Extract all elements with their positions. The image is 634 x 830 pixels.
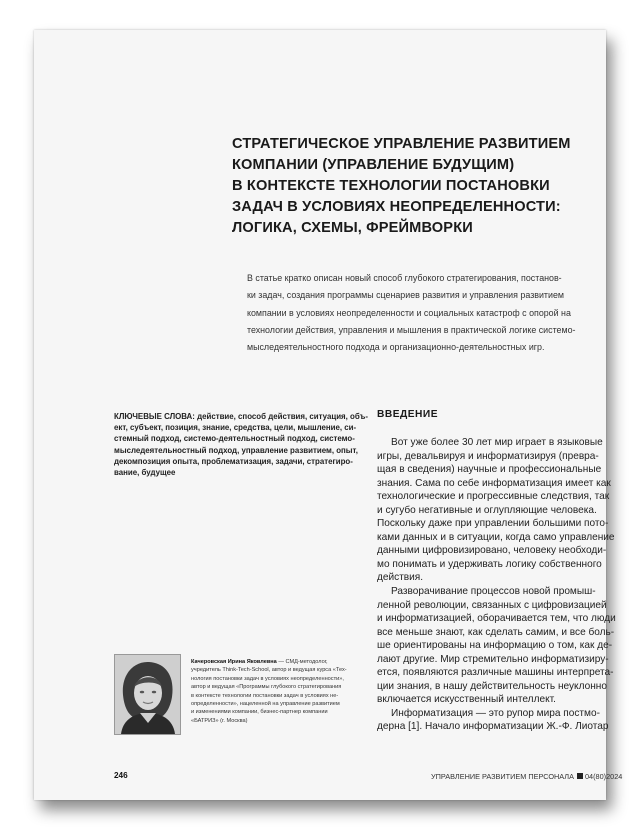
body-line: данными цифровизировано, человеку необходи- <box>377 545 607 557</box>
body-line: щая в сведения) научные и профессиональные <box>377 464 602 476</box>
article-abstract <box>247 270 619 356</box>
bio-line: учредитель Think-Tech-School, автор и ведущая курса «Тех- <box>191 667 347 674</box>
body-line: включается искусственный интеллект. <box>377 694 556 706</box>
body-line: Поскольку даже при управлении большими пото- <box>377 518 609 530</box>
body-line: и сугубо негативные и оглупляющие человека. <box>377 504 597 516</box>
article-title <box>232 134 632 239</box>
title-line: КОМПАНИИ (УПРАВЛЕНИЕ БУДУЩИМ) <box>232 157 515 173</box>
abstract-line: мыследеятельностного подхода и организационно-деятельностных игр. <box>247 342 545 353</box>
body-line: ше ориентированы на информацию о том, как де- <box>377 640 613 652</box>
bio-line: в контексте технологии постановки задач в условиях не- <box>191 692 339 699</box>
bio-line: автор и ведущая «Программы глубокого стратегирования <box>191 684 342 691</box>
author-name: Качеровская Ирина Яковлевна <box>191 659 277 665</box>
keywords-line: ект, субъект, позиция, знание, средства, цели, мышление, си- <box>114 423 357 433</box>
page-number: 246 <box>114 771 128 780</box>
body-line: все меньше знают, как сделать самим, и все боль- <box>377 626 615 638</box>
bio-line <box>191 658 351 666</box>
body-line: Вот уже более 30 лет мир играет в языковые <box>391 437 603 448</box>
body-line: Информатизация — это рупор мира постмо- <box>391 707 600 719</box>
body-line: знания. Сама по себе информатизация имеет как <box>377 477 611 489</box>
journal-issue: 04(80)2024 <box>585 772 623 781</box>
abstract-line: ки задач, создания программы сценариев развития и управления развитием <box>247 290 564 301</box>
bio-line: нология постановки задач в условиях неопределенности», <box>191 675 344 682</box>
abstract-line: технологии действия, управления и мышления в практической логике системо- <box>247 324 576 335</box>
abstract-line: В статье кратко описан новый способ глубокого стратегирования, постанов- <box>247 273 562 283</box>
body-line: мо понимать и удерживать логику собственного <box>377 558 602 570</box>
body-line: игры, девальвируя и информатизируя (превра- <box>377 450 599 462</box>
bio-first-text: — СМД-методолог, <box>276 659 328 665</box>
square-separator-icon <box>577 773 583 779</box>
title-line: ЛОГИКА, СХЕМЫ, ФРЕЙМВОРКИ <box>232 220 473 236</box>
keywords-line: стемный подход, системо-деятельностный подход, системо- <box>114 434 355 444</box>
section-heading: ВВЕДЕНИЕ <box>377 409 439 420</box>
author-photo <box>114 654 181 735</box>
body-line: и информатизацией, оборачивается тем, что люди <box>377 613 616 625</box>
journal-name: УПРАВЛЕНИЕ РАЗВИТИЕМ ПЕРСОНАЛА <box>431 772 574 781</box>
abstract-line: компании в условиях неопределенности и социальных катастроф с опорой на <box>247 307 571 318</box>
body-line: ется, появляются различные машины интерпрета- <box>377 667 614 679</box>
keywords-block <box>114 411 369 478</box>
body-line: технологические и прогрессивные следствия, так <box>377 491 610 503</box>
keywords-line: КЛЮЧЕВЫЕ СЛОВА: действие, способ действия, ситуация, объ- <box>114 412 369 421</box>
body-line: ции знания, в нашу действительность неуклонно <box>377 680 607 692</box>
journal-footer <box>431 772 622 781</box>
body-line: Разворачивание процессов новой промыш- <box>391 586 596 598</box>
author-bio <box>191 658 351 725</box>
body-line: дерна [1]. Начало информатизации Ж.-Ф. Лиотар <box>377 721 609 733</box>
body-line: действия. <box>377 572 424 584</box>
author-portrait-icon <box>115 655 180 734</box>
title-line: СТРАТЕГИЧЕСКОЕ УПРАВЛЕНИЕ РАЗВИТИЕМ <box>232 136 571 152</box>
body-line: ками данных и в ситуации, когда само управление <box>377 531 615 543</box>
keywords-line: вание, будущее <box>114 468 176 478</box>
bio-line: определенности», нацеленной на управление развитием <box>191 701 340 708</box>
title-line: ЗАДАЧ В УСЛОВИЯХ НЕОПРЕДЕЛЕННОСТИ: <box>232 199 561 215</box>
bio-line: и изменениями компании, бизнес-партнер компании <box>191 709 328 716</box>
body-line: лают другие. Мир стремительно информатизиру- <box>377 653 609 665</box>
title-line: В КОНТЕКСТЕ ТЕХНОЛОГИИ ПОСТАНОВКИ <box>232 178 550 194</box>
keywords-line: мыследеятельностный подход, управление развитием, опыт, <box>114 445 358 455</box>
keywords-line: декомпозиция опыта, проблематизация, задачи, стратегиро- <box>114 456 353 466</box>
journal-page <box>34 30 623 800</box>
bio-line: «БАТРИЗ» (г. Москва) <box>191 717 248 724</box>
article-body <box>377 436 627 734</box>
body-line: ленной революции, связанных с цифровизацией <box>377 599 607 611</box>
